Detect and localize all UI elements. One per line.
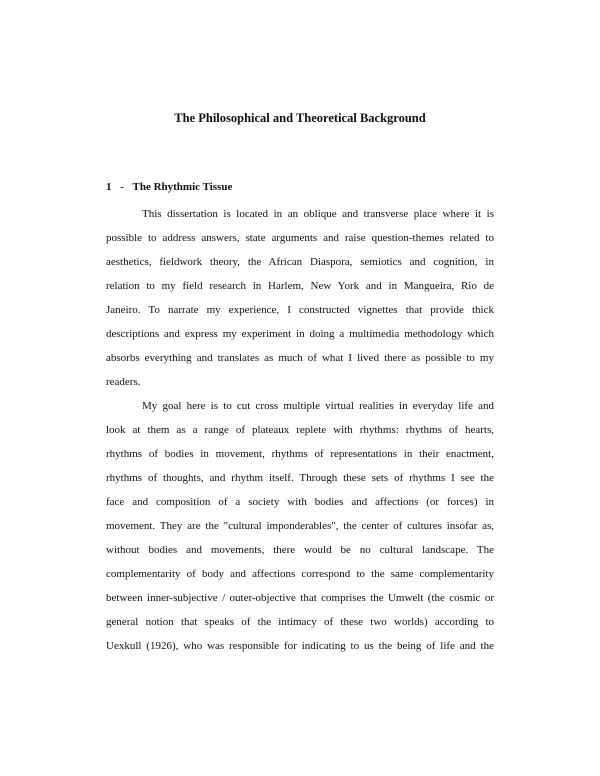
paragraph-line: aesthetics, fieldwork theory, the African Diaspora, semiotics and cognition, in (106, 256, 494, 268)
document-title: The Philosophical and Theoretical Background (174, 111, 426, 125)
paragraph-line: look at them as a range of plateaux replete with rhythms: rhythms of hearts, (106, 424, 494, 436)
paragraph-line: complementarity of body and affections correspond to the same complementarity (106, 568, 494, 580)
paragraph-line: between inner-subjective / outer-objective that comprises the Umwelt (the cosmic or (106, 592, 494, 604)
paragraph-line: Janeiro. To narrate my experience, I constructed vignettes that provide thick (106, 304, 494, 316)
paragraph-line: without bodies and movements, there would be no cultural landscape. The (106, 544, 494, 556)
paragraph-line: possible to address answers, state arguments and raise question-themes related to (106, 232, 494, 244)
paragraph-line: movement. They are the "cultural imponderables", the center of cultures insofar as, (106, 520, 494, 532)
paragraph-line: descriptions and express my experiment in doing a multimedia methodology which (106, 328, 494, 340)
paragraph-line: absorbs everything and translates as much of what I lived there as possible to my (106, 352, 494, 364)
paragraph-line: Uexkull (1926), who was responsible for indicating to us the being of life and the (106, 640, 494, 652)
paragraph-line: readers. (106, 376, 141, 388)
paragraph-line: face and composition of a society with bodies and affections (or forces) in (106, 496, 494, 508)
paragraph-line: rhythms of bodies in movement, rhythms of representations in their enactment, (106, 448, 494, 460)
section-heading (106, 181, 232, 193)
section-title: The Rhythmic Tissue (132, 181, 233, 193)
paragraph-line: This dissertation is located in an oblique and transverse place where it is (142, 208, 494, 220)
paragraph-line: relation to my field research in Harlem, New York and in Mangueira, Rio de (106, 280, 494, 292)
paragraph-line: My goal here is to cut cross multiple virtual realities in everyday life and (142, 400, 494, 412)
section-separator: - (120, 181, 124, 193)
paragraph-line: rhythms of thoughts, and rhythm itself. Through these sets of rhythms I see the (106, 472, 494, 484)
paragraph-line: general notion that speaks of the intimacy of these two worlds) according to (106, 616, 494, 628)
section-number: 1 (106, 181, 112, 193)
